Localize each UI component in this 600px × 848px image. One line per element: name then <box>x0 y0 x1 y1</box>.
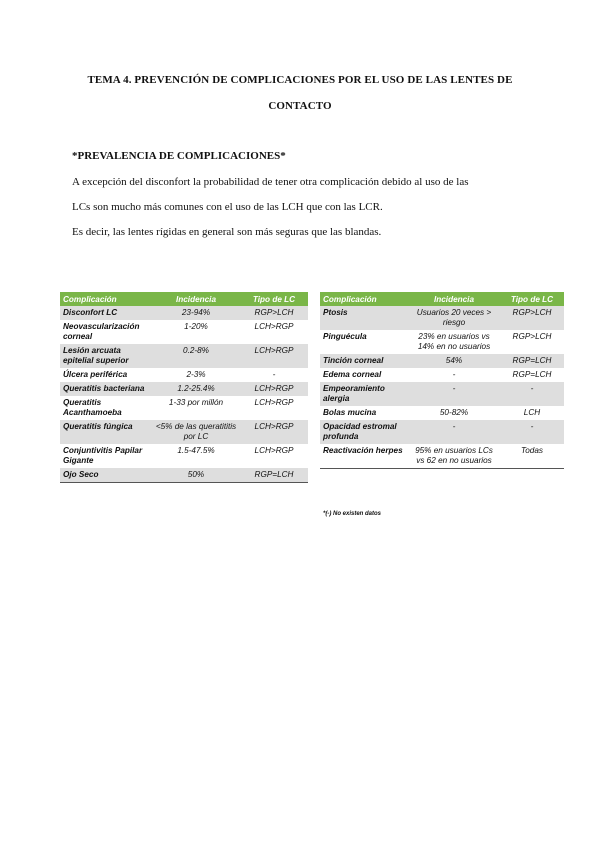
cell-complicacion: Ptosis <box>320 306 408 330</box>
cell-incidencia: 50% <box>152 468 240 483</box>
cell-tipo: LCH>RGP <box>240 444 308 468</box>
doc-title-line2: CONTACTO <box>268 100 332 112</box>
cell-complicacion: Disconfort LC <box>60 306 152 320</box>
table-row <box>320 406 564 420</box>
complications-table-right <box>320 292 564 469</box>
cell-complicacion: Neovascularización corneal <box>60 320 152 344</box>
cell-tipo: RGP=LCH <box>240 468 308 483</box>
cell-incidencia: 1-33 por millón <box>152 396 240 420</box>
paragraph-line-3: Es decir, las lentes rígidas en general son más seguras que las blandas. <box>72 226 382 238</box>
cell-incidencia: Usuarios 20 veces > riesgo <box>408 306 500 330</box>
table-row <box>320 330 564 354</box>
cell-incidencia: 1-20% <box>152 320 240 344</box>
cell-complicacion: Queratitis Acanthamoeba <box>60 396 152 420</box>
cell-complicacion: Tinción corneal <box>320 354 408 368</box>
header-tipo: Tipo de LC <box>240 292 308 306</box>
table-row <box>60 382 308 396</box>
cell-tipo: RGP>LCH <box>500 330 564 354</box>
cell-complicacion: Ojo Seco <box>60 468 152 483</box>
cell-complicacion: Pinguécula <box>320 330 408 354</box>
cell-incidencia: 0.2-8% <box>152 344 240 368</box>
table-row <box>60 344 308 368</box>
table-row <box>60 396 308 420</box>
header-incidencia: Incidencia <box>152 292 240 306</box>
cell-complicacion: Bolas mucina <box>320 406 408 420</box>
cell-tipo: LCH>RGP <box>240 396 308 420</box>
table-header-row <box>320 292 564 306</box>
cell-tipo: LCH>RGP <box>240 320 308 344</box>
cell-complicacion: Conjuntivitis Papilar Gigante <box>60 444 152 468</box>
cell-complicacion: Queratitis fúngica <box>60 420 152 444</box>
table-row <box>320 444 564 469</box>
doc-title-line1: TEMA 4. PREVENCIÓN DE COMPLICACIONES POR EL USO DE LAS LENTES DE <box>87 74 513 86</box>
cell-complicacion: Queratitis bacteriana <box>60 382 152 396</box>
cell-incidencia: 23-94% <box>152 306 240 320</box>
cell-complicacion: Empeoramiento alergia <box>320 382 408 406</box>
table-row <box>60 320 308 344</box>
section-title: *PREVALENCIA DE COMPLICACIONES* <box>72 150 286 162</box>
complications-table-left <box>60 292 308 483</box>
cell-incidencia: - <box>408 420 500 444</box>
cell-complicacion: Lesión arcuata epitelial superior <box>60 344 152 368</box>
cell-tipo: LCH>RGP <box>240 420 308 444</box>
paragraph-line-1: A excepción del disconfort la probabilidad de tener otra complicación debido al uso de las <box>72 176 469 188</box>
table-row <box>60 368 308 382</box>
header-tipo: Tipo de LC <box>500 292 564 306</box>
cell-incidencia: 23% en usuarios vs 14% en no usuarios <box>408 330 500 354</box>
table-header-row <box>60 292 308 306</box>
cell-tipo: RGP>LCH <box>240 306 308 320</box>
cell-tipo: Todas <box>500 444 564 469</box>
cell-tipo: RGP>LCH <box>500 306 564 330</box>
cell-complicacion: Úlcera periférica <box>60 368 152 382</box>
table-row <box>60 420 308 444</box>
header-complicacion: Complicación <box>320 292 408 306</box>
cell-tipo: LCH>RGP <box>240 344 308 368</box>
cell-incidencia: 54% <box>408 354 500 368</box>
cell-complicacion: Opacidad estromal profunda <box>320 420 408 444</box>
cell-complicacion: Reactivación herpes <box>320 444 408 469</box>
cell-tipo: LCH>RGP <box>240 382 308 396</box>
table-row <box>320 306 564 330</box>
cell-tipo: - <box>500 420 564 444</box>
table-row <box>60 468 308 483</box>
cell-incidencia: 1.2-25.4% <box>152 382 240 396</box>
table-row <box>60 306 308 320</box>
paragraph-line-2: LCs son mucho más comunes con el uso de las LCH que con las LCR. <box>72 201 383 213</box>
cell-tipo: RGP=LCH <box>500 368 564 382</box>
cell-incidencia: <5% de las queratititis por LC <box>152 420 240 444</box>
cell-tipo: - <box>500 382 564 406</box>
cell-incidencia: 50-82% <box>408 406 500 420</box>
footnote: *(-) No existen datos <box>323 511 382 517</box>
table-row <box>320 420 564 444</box>
cell-incidencia: - <box>408 368 500 382</box>
header-complicacion: Complicación <box>60 292 152 306</box>
table-row <box>320 354 564 368</box>
cell-tipo: - <box>240 368 308 382</box>
cell-incidencia: - <box>408 382 500 406</box>
table-row <box>60 444 308 468</box>
header-incidencia: Incidencia <box>408 292 500 306</box>
cell-tipo: LCH <box>500 406 564 420</box>
cell-incidencia: 95% en usuarios LCs vs 62 en no usuarios <box>408 444 500 469</box>
table-row <box>320 382 564 406</box>
cell-incidencia: 2-3% <box>152 368 240 382</box>
cell-tipo: RGP=LCH <box>500 354 564 368</box>
table-row <box>320 368 564 382</box>
cell-complicacion: Edema corneal <box>320 368 408 382</box>
cell-incidencia: 1.5-47.5% <box>152 444 240 468</box>
